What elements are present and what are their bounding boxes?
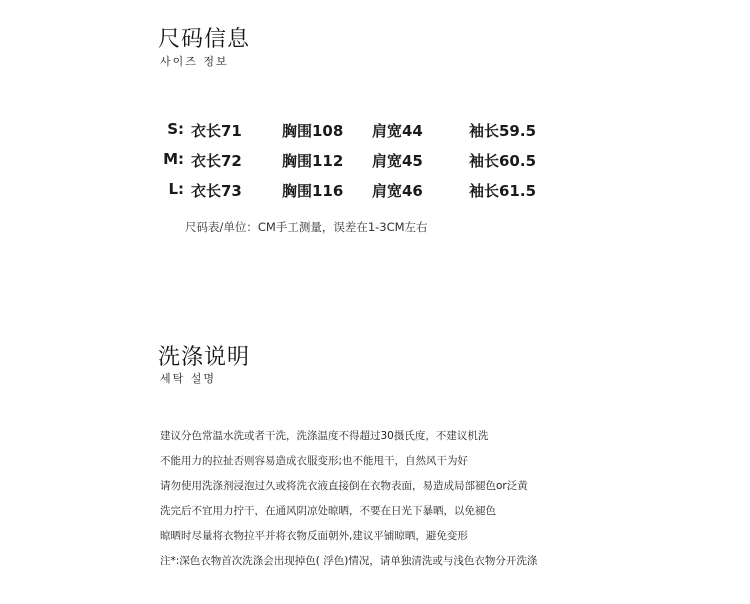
size-label: M:	[163, 150, 184, 168]
sleeve-value: 袖长61.5	[469, 182, 537, 200]
size-info-subtitle: 사이즈 정보	[160, 55, 229, 68]
wash-instructions-list	[160, 428, 537, 578]
wash-instruction-line: 请勿使用洗涤剂浸泡过久或将洗衣液直接倒在衣物表面，易造成局部褪色or泛黄	[160, 480, 528, 492]
size-label: L:	[168, 180, 184, 198]
shoulder-value: 肩宽46	[372, 182, 423, 200]
wash-instruction-line: 洗完后不宜用力拧干，在通风阴凉处晾晒，不要在日光下暴晒，以免褪色	[160, 505, 496, 517]
chest-value: 胸围116	[282, 182, 344, 200]
shoulder-value: 肩宽44	[372, 122, 423, 140]
sleeve-value: 袖长59.5	[469, 122, 537, 140]
wash-instruction-line: 建议分色常温水洗或者干洗，洗涤温度不得超过30摄氏度，不建议机洗	[160, 430, 489, 442]
wash-instructions-subtitle: 세탁 설명	[160, 372, 217, 385]
sleeve-value: 袖长60.5	[469, 152, 537, 170]
wash-instruction-line: 注*:深色衣物首次洗涤会出现掉色( 浮色)情况，请单独清洗或与浅色衣物分开洗涤	[160, 555, 538, 567]
wash-instruction-line: 晾晒时尽量将衣物拉平并将衣物反面朝外,建议平铺晾晒，避免变形	[160, 530, 468, 542]
chest-value: 胸围112	[282, 152, 344, 170]
shoulder-value: 肩宽45	[372, 152, 423, 170]
length-value: 衣长73	[191, 182, 242, 200]
wash-instructions-title: 洗涤说明	[158, 345, 251, 370]
size-label: S:	[167, 120, 184, 138]
chest-value: 胸围108	[282, 122, 344, 140]
size-table-note: 尺码表/单位：CM手工测量，误差在1-3CM左右	[185, 220, 428, 234]
length-value: 衣长72	[191, 152, 242, 170]
length-value: 衣长71	[191, 122, 242, 140]
size-info-title: 尺码信息	[158, 27, 251, 52]
wash-instruction-line: 不能用力的拉扯否则容易造成衣服变形;也不能甩干，自然风干为好	[160, 455, 469, 467]
